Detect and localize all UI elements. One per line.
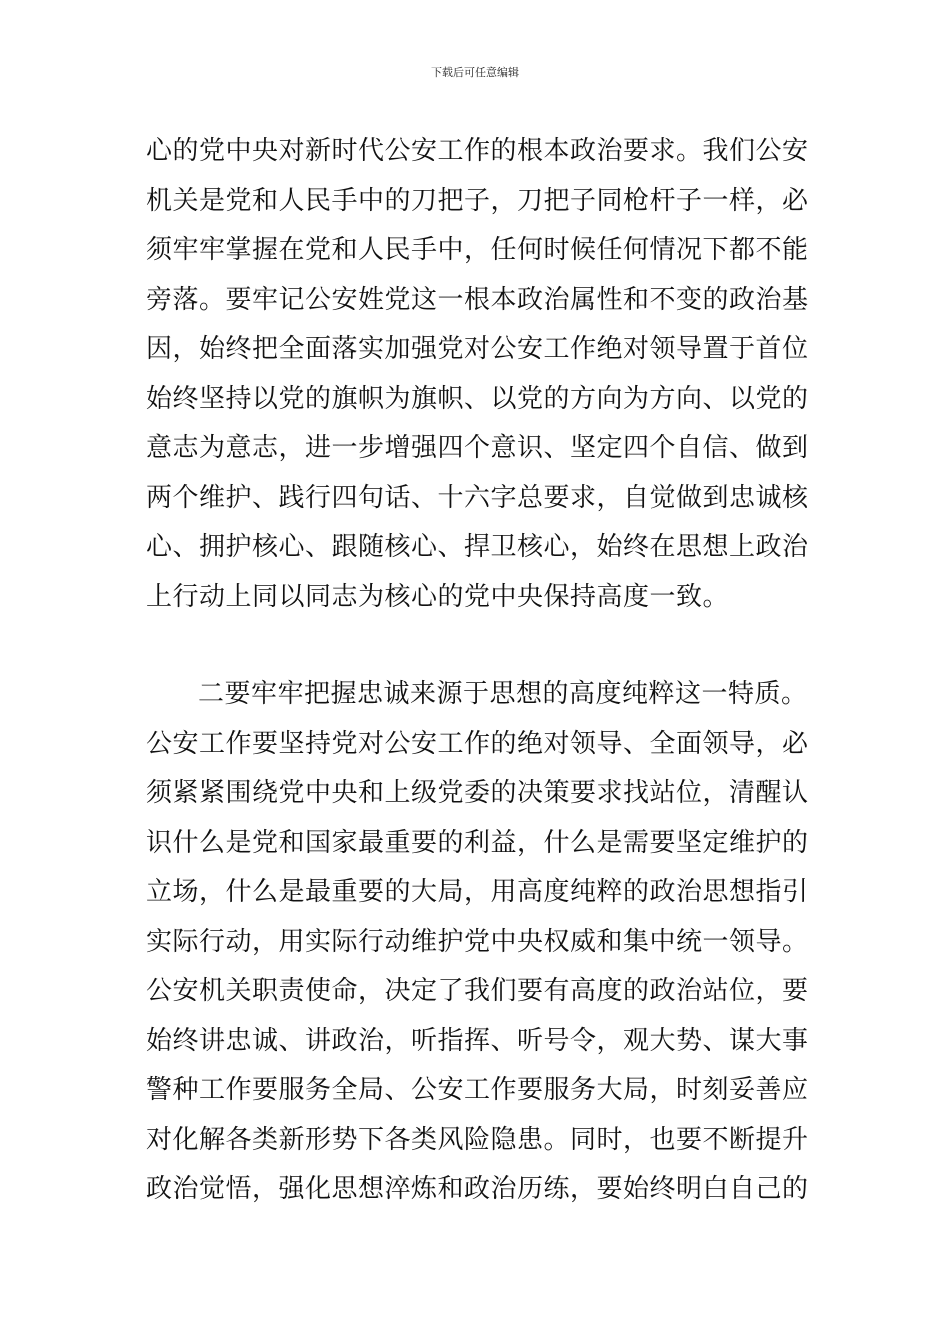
text-line: 意志为意志，进一步增强四个意识、坚定四个自信、做到 — [146, 433, 809, 463]
text-line: 因，始终把全面落实加强党对公安工作绝对领导置于首位 — [146, 334, 809, 364]
text-line: 政治觉悟，强化思想淬炼和政治历练，要始终明白自己的 — [146, 1174, 809, 1204]
text-line: 心、拥护核心、跟随核心、捍卫核心，始终在思想上政治 — [146, 532, 809, 562]
text-line: 上行动上同以同志为核心的党中央保持高度一致。 — [146, 581, 730, 612]
text-line: 实际行动，用实际行动维护党中央权威和集中统一领导。 — [146, 926, 809, 957]
text-line: 警种工作要服务全局、公安工作要服务大局，时刻妥善应 — [146, 1075, 809, 1105]
text-line-indented: 二要牢牢把握忠诚来源于思想的高度纯粹这一特质。 — [198, 679, 808, 709]
text-line: 须紧紧围绕党中央和上级党委的决策要求找站位，清醒认 — [146, 778, 809, 808]
text-line: 始终坚持以党的旗帜为旗帜、以党的方向为方向、以党的 — [146, 383, 809, 414]
text-line: 公安机关职责使命，决定了我们要有高度的政治站位，要 — [146, 976, 809, 1006]
text-line: 识什么是党和国家最重要的利益，什么是需要坚定维护的 — [146, 827, 809, 858]
paragraph-2 — [146, 670, 816, 1215]
text-line: 心的党中央对新时代公安工作的根本政治要求。我们公安 — [146, 136, 809, 166]
text-line: 须牢牢掌握在党和人民手中，任何时候任何情况下都不能 — [146, 235, 809, 265]
text-line: 始终讲忠诚、讲政治，听指挥、听号令，观大势、谋大事 — [146, 1025, 809, 1056]
text-line: 公安工作要坚持党对公安工作的绝对领导、全面领导，必 — [146, 728, 809, 759]
text-line: 机关是党和人民手中的刀把子，刀把子同枪杆子一样，必 — [146, 185, 809, 216]
text-line: 两个维护、践行四句话、十六字总要求，自觉做到忠诚核 — [146, 482, 809, 513]
text-line: 立场，什么是最重要的大局，用高度纯粹的政治思想指引 — [146, 877, 809, 907]
paragraph-1 — [146, 127, 816, 622]
page-header: 下载后可任意编辑 — [431, 66, 519, 79]
text-line: 对化解各类新形势下各类风险隐患。同时，也要不断提升 — [146, 1124, 809, 1155]
text-line: 旁落。要牢记公安姓党这一根本政治属性和不变的政治基 — [146, 284, 809, 315]
